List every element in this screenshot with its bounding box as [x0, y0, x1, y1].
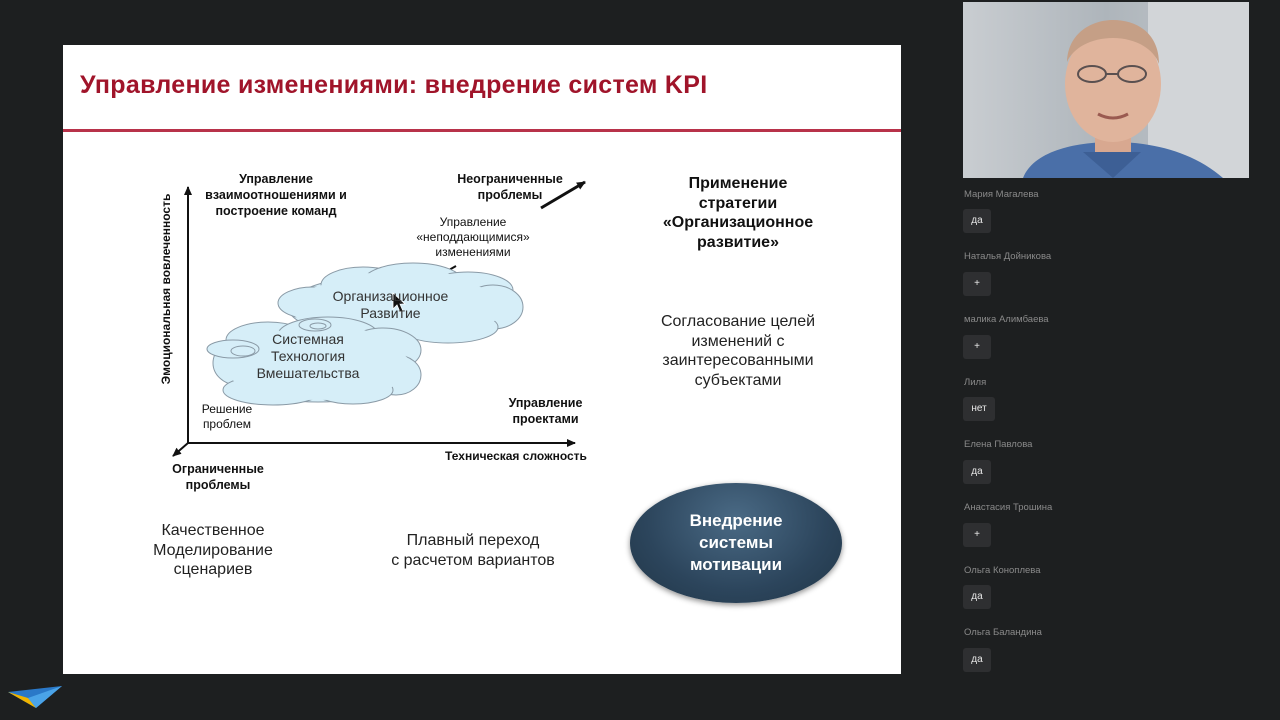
text-line: Моделирование [153, 541, 273, 559]
label-line: Решение [201, 402, 253, 416]
answer-badge: да [963, 460, 991, 484]
text-line: изменений с [691, 332, 785, 350]
text-line: Качественное [161, 522, 265, 539]
heading-line: Применение [688, 175, 788, 192]
label-line: Управление [508, 396, 583, 410]
label-intractable-change [403, 215, 543, 260]
label-line: построение команд [215, 204, 337, 218]
presentation-slide [63, 45, 901, 674]
oval-text [690, 510, 783, 576]
participant-name: Лиля [964, 377, 987, 388]
label-line: проблемы [477, 188, 543, 202]
label-line: проектами [512, 412, 579, 426]
cloud-line: Технология [270, 348, 346, 364]
text-line: субъектами [694, 371, 782, 389]
label-line: Неограниченные [457, 172, 563, 186]
participant-name: Наталья Дойникова [964, 251, 1052, 262]
participant-name: малика Алимбаева [964, 314, 1049, 325]
participant-name: Мария Магалева [964, 189, 1039, 200]
answer-badge: да [963, 209, 991, 233]
motivation-system-oval [630, 483, 842, 603]
label-relationship-management [191, 171, 361, 219]
cloud-top-text [313, 288, 468, 322]
label-problem-solving [189, 402, 265, 432]
participant-name: Елена Павлова [964, 439, 1033, 450]
answer-badge: + [963, 523, 991, 547]
participant-name: Анастасия Трошина [964, 502, 1053, 513]
text-line: сценариев [173, 561, 253, 578]
cloud-line: Развитие [360, 305, 421, 321]
label-line: изменениями [435, 245, 511, 259]
oval-line: Внедрение [689, 511, 783, 530]
oval-line: мотивации [689, 555, 783, 574]
presenter-video[interactable] [963, 2, 1249, 178]
origin-arrow [173, 443, 188, 456]
cloud-line: Системная [272, 331, 344, 347]
presenter-video-image [963, 2, 1249, 178]
text-line: Согласование целей [660, 313, 816, 330]
answer-badge: да [963, 585, 991, 609]
label-line: проблемы [185, 478, 251, 492]
cloud-bottom-text [238, 331, 378, 382]
label-line: Управление [239, 172, 313, 186]
y-axis-label: Эмоциональная вовлеченность [159, 193, 173, 385]
heading-line: стратегии [698, 194, 778, 212]
label-line: Ограниченные [172, 462, 264, 476]
cloud-line: Вмешательства [256, 365, 360, 381]
label-line: взаимоотношениями и [205, 188, 347, 202]
text-line: с расчетом вариантов [391, 551, 555, 569]
x-axis-label: Техническая сложность [445, 449, 587, 463]
label-bounded-problems [158, 461, 278, 493]
label-line: «неподдающимися» [416, 230, 530, 244]
strategy-heading [628, 174, 848, 252]
participant-name: Ольга Баландина [964, 627, 1042, 638]
label-unbounded-problems [445, 171, 575, 203]
oval-line: системы [698, 533, 773, 552]
goal-alignment-text [628, 312, 848, 390]
smooth-transition-text [363, 531, 583, 570]
scenario-modeling-text [128, 521, 298, 580]
label-line: проблем [202, 417, 252, 431]
heading-line: развитие» [697, 233, 779, 251]
slide-title: Управление изменениями: внедрение систем KPI [80, 71, 708, 99]
participant-name: Ольга Коноплева [964, 565, 1041, 576]
text-line: Плавный переход [406, 532, 540, 549]
label-project-management [493, 395, 598, 427]
answer-badge: + [963, 272, 991, 296]
heading-line: «Организационное [662, 214, 814, 231]
text-line: заинтересованными [662, 352, 814, 369]
label-line: Управление [439, 215, 507, 229]
answer-badge: + [963, 335, 991, 359]
cloud-line: Организационное [332, 288, 449, 304]
platform-logo-icon [6, 684, 66, 712]
answer-badge: нет [963, 397, 995, 421]
answer-badge: да [963, 648, 991, 672]
